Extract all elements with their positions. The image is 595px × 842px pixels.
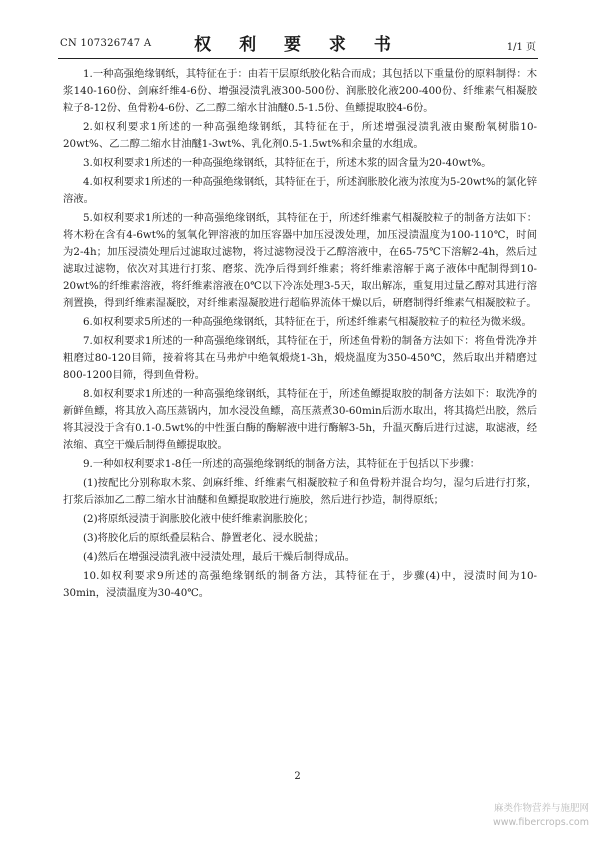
claim-8: 8.如权利要求1所述的一种高强绝缘钢纸，其特征在于，所述鱼鳔提取胶的制备方法如下：取洗净的新鲜鱼鳔，将其放入高压蒸锅内，加水浸没鱼鳔，高压蒸煮30-60min后沥水取出，将其捣烂出胶，然后将其浸没于含有0.1-0.5wt%的中性蛋白酶的酶解液中进行酶解3-5h，升温灭酶后进行过滤，取滤液，经浓缩、真空干燥后制得鱼鳔提取胶。 [63,388,537,451]
page-indicator: 1/1 页 [506,42,536,53]
page-title: 权 利 要 求 书 [194,35,402,55]
claim-10: 10.如权利要求9所述的高强绝缘钢纸的制备方法，其特征在于，步骤(4)中，浸渍时间为10-30min，浸渍温度为30-40℃。 [63,570,537,599]
publication-number: CN 107326747 A [60,38,152,49]
claim-9-step-2: (2)将原纸浸渍于润胀胶化液中使纤维素润胀胶化； [83,513,314,525]
site-watermark [493,802,589,830]
claim-1: 1.一种高强绝缘钢纸，其特征在于：由若干层原纸胶化粘合而成；其包括以下重量份的原料制得：木浆140-160份、剑麻纤维4-6份、增强浸渍乳液300-500份、润胀胶化液200-400份、纤维素气相凝胶粒子8-12份、鱼骨粉4-6份、乙二醇二缩水甘油醚0.5-1.5份、鱼鳔提取胶4-6份。 [63,68,537,114]
claim-9-step-4: (4)然后在增强浸渍乳液中浸渍处理，最后干燥后制得成品。 [83,551,356,563]
claim-6: 6.如权利要求5所述的一种高强绝缘钢纸，其特征在于，所述纤维素气相凝胶粒子的粒径为微米级。 [83,316,532,328]
claim-2: 2.如权利要求1所述的一种高强绝缘钢纸，其特征在于，所述增强浸渍乳液由聚酚氧树脂10-20wt%、乙二醇二缩水甘油醚1-3wt%、乳化剂0.5-1.5wt%和余量的水组成。 [63,121,537,150]
claim-3: 3.如权利要求1所述的一种高强绝缘钢纸，其特征在于，所述木浆的固含量为20-40wt%。 [83,157,492,169]
claim-4: 4.如权利要求1所述的一种高强绝缘钢纸，其特征在于，所述润胀胶化液为浓度为5-20wt%的氯化锌溶液。 [63,176,537,205]
claim-9-step-3: (3)将胶化后的原纸叠层粘合、静置老化、浸水脱盐； [83,532,325,544]
header-divider [58,58,538,59]
claim-5: 5.如权利要求1所述的一种高强绝缘钢纸，其特征在于，所述纤维素气相凝胶粒子的制备方法如下：将木粉在含有4-6wt%的氢氧化钾溶液的加压容器中加压浸泼处理，加压浸渍温度为100-110℃，时间为2-4h；加压浸渍处理后过滤取过滤物，将过滤物浸没于乙醇溶液中，在65-75℃下溶解2-4h，然后过滤取过滤物，依次对其进行打浆、磨浆、洗净后得到纤维素；将纤维素溶解于离子液体中配制得到10-20wt%的纤维素溶液，将纤维素溶液在0℃以下冷冻处理3-5天，取出解冻，重复用过量乙醇对其进行溶剂置换，得到纤维素湿凝胶，对纤维素湿凝胶进行超临界流体干燥以后，研磨制得纤维素气相凝胶粒子。 [63,212,537,309]
claim-9: 9.一种如权利要求1-8任一所述的高强绝缘钢纸的制备方法，其特征在于包括以下步骤： [83,458,481,470]
watermark-url: www.fibercrops.com [492,817,589,828]
document-header [58,30,538,58]
claim-9-step-1: (1)按配比分别称取木浆、剑麻纤维、纤维素气相凝胶粒子和鱼骨粉并混合均匀，湿匀后进行打浆，打浆后添加乙二醇二缩水甘油醚和鱼鳔提取胶进行施胶，然后进行抄造，制得原纸； [63,477,537,506]
claims-body [63,66,537,604]
watermark-site-name: 麻类作物营养与施肥网 [493,803,589,814]
page-number: 2 [294,771,301,782]
claim-7: 7.如权利要求1所述的一种高强绝缘钢纸，其特征在于，所述鱼骨粉的制备方法如下：将鱼骨洗净并粗磨过80-120目筛，接着将其在马弗炉中绝氧煅烧1-3h，煅烧温度为350-450℃，然后取出并精磨过800-1200目筛，得到鱼骨粉。 [63,335,537,381]
